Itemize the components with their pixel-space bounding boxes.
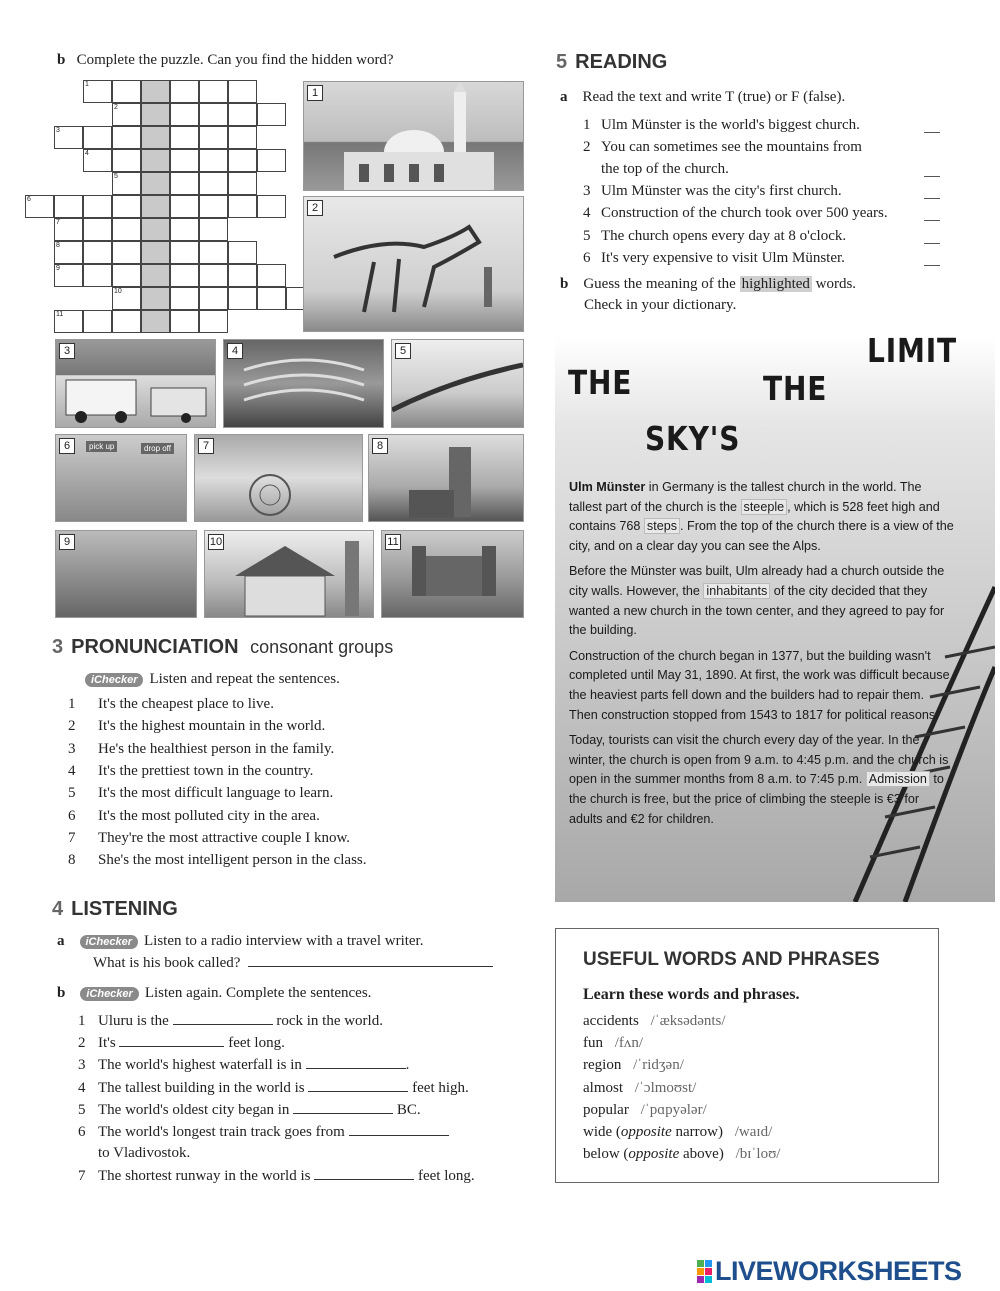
photo-label: 1 (307, 85, 323, 101)
section-number: 4 (52, 898, 64, 920)
hidden-word-cell[interactable] (141, 195, 170, 218)
pronunciation: /ˈridʒən/ (629, 1057, 684, 1074)
logo-text: LIVEWORKSHEETS (715, 1256, 962, 1286)
statement-text: You can sometimes see the mountains from (601, 139, 862, 156)
crossword-cell[interactable] (112, 126, 141, 149)
title-word-limit: LIMIT (867, 337, 958, 370)
hidden-word-cell[interactable] (141, 80, 170, 103)
section-subtitle: consonant groups (250, 637, 394, 657)
pronunciation: /fʌn/ (611, 1035, 644, 1052)
vocabulary-word: region (583, 1057, 622, 1074)
crossword-cell[interactable] (170, 149, 199, 172)
crossword-cell[interactable] (170, 264, 199, 287)
crossword-cell[interactable] (112, 310, 141, 333)
pronunciation-sentence (68, 808, 320, 825)
sentence-text: The world's longest train track goes from (98, 1124, 349, 1140)
photo-9-market (55, 530, 197, 618)
sentence-text: The world's highest waterfall is in (98, 1057, 306, 1074)
clue-number: 2 (114, 104, 118, 111)
sentence-text: He's the healthiest person in the family. (98, 740, 335, 757)
reading-a-instruction (560, 89, 845, 106)
crossword-cell[interactable] (199, 218, 228, 241)
vocabulary-word: accidents (583, 1013, 639, 1029)
crossword-cell[interactable] (199, 149, 228, 172)
crossword-cell[interactable] (228, 287, 257, 310)
useful-word-entry (583, 1080, 696, 1097)
clue-number: 5 (114, 173, 118, 180)
dinosaur-skeleton-illustration (304, 197, 523, 331)
article-paragraph-3: Construction of the church began in 1377, but the building wasn't completed until May 31, 1890. At first, the work was difficult because the heaviest parts fell down and the builders had to repair them. Then construction stopped from 1543 to 1817 for political reasons. (569, 648, 950, 722)
photo-3-ambulance (55, 339, 216, 428)
pronunciation: /bɪˈloʊ/ (731, 1146, 781, 1163)
crossword-cell[interactable] (228, 264, 257, 287)
clue-number: 8 (56, 242, 60, 249)
useful-word-entry (583, 1124, 772, 1141)
crossword-cell[interactable] (54, 241, 83, 264)
sentence-number: 6 (78, 1124, 86, 1140)
crossword-cell[interactable] (199, 264, 228, 287)
photo-2-dinosaur (303, 196, 524, 332)
sentence-text: feet long. (224, 1035, 285, 1052)
listening-sentence (78, 1167, 475, 1185)
section-title: LISTENING (71, 898, 178, 920)
photo-label: 3 (59, 343, 75, 359)
instruction-text: Listen again. Complete the sentences. (144, 985, 372, 1001)
listening-sentence (78, 1012, 383, 1030)
useful-word-entry (583, 1102, 707, 1119)
photo-4-theater (223, 339, 384, 428)
crossword-cell[interactable] (170, 80, 199, 103)
vocabulary-word: wide (583, 1124, 613, 1140)
opposite-note: (opposite above) (619, 1146, 724, 1163)
temple-illustration (205, 531, 373, 617)
crossword-cell[interactable] (25, 195, 54, 218)
true-false-answer-blank[interactable] (924, 243, 940, 244)
crossword-cell[interactable] (54, 195, 83, 218)
opposite-label: opposite (620, 1124, 672, 1140)
crossword-cell[interactable] (228, 241, 257, 264)
crossword-cell[interactable] (112, 287, 141, 310)
paragraph-text: Before the Münster was built, Ulm already had a church outside the city walls. However, the (569, 564, 945, 598)
section-number: 5 (556, 51, 568, 73)
opposite-label: opposite (628, 1146, 680, 1163)
crossword-cell[interactable] (83, 195, 112, 218)
paragraph-text: in Germany is the tallest church in the world. The tallest part of the church is the (569, 480, 922, 514)
sentence-text: It's the most polluted city in the area. (98, 807, 320, 824)
crossword-cell[interactable] (170, 287, 199, 310)
sentence-number: 3 (68, 740, 76, 757)
crossword-cell[interactable] (199, 103, 228, 126)
useful-word-entry (583, 1013, 726, 1030)
title-word-the-2: THE (763, 369, 828, 408)
crossword-cell[interactable] (112, 149, 141, 172)
sentence-text: BC. (393, 1101, 421, 1118)
section-title: PRONUNCIATION (71, 636, 239, 658)
statement-text: It's very expensive to visit Ulm Münster. (601, 249, 845, 266)
puzzle-instruction: Complete the puzzle. Can you find the hidden word? (76, 52, 394, 68)
photo-label: 7 (198, 438, 214, 454)
sentence-number: 4 (68, 762, 76, 779)
sentence-text: She's the most intelligent person in the class. (98, 852, 367, 869)
sentence-text: It's the most difficult language to learn. (98, 785, 334, 802)
item-letter: b (57, 985, 66, 1001)
clue-number: 1 (85, 81, 89, 88)
sentence-text: . (405, 1057, 410, 1074)
paragraph-text: of the city decided that they wanted a new church in the town center, and they agreed to pay for the building. (569, 583, 945, 638)
instruction-text: Guess the meaning of the (583, 276, 736, 292)
sentence-text: feet long. (414, 1168, 475, 1185)
listening-sentence (78, 1079, 469, 1097)
statement-number: 2 (583, 139, 591, 156)
sentence-text: Uluru is the (98, 1013, 173, 1029)
sentence-text: rock in the world. (272, 1013, 383, 1029)
photo-label: 9 (59, 534, 75, 550)
crossword-cell[interactable] (228, 80, 257, 103)
crossword-cell[interactable] (257, 195, 286, 218)
photo-10-temple (204, 530, 374, 618)
listening-sentence (78, 1034, 285, 1052)
listening-sentence (78, 1056, 409, 1074)
theater-illustration (224, 340, 383, 427)
crossword-cell[interactable] (54, 218, 83, 241)
highlighted-word-steps: steps (644, 518, 680, 534)
article-paragraph-4 (569, 731, 954, 829)
sentence-number: 8 (68, 852, 76, 869)
sentence-text: It's (98, 1035, 120, 1052)
true-false-answer-blank[interactable] (924, 198, 940, 199)
crossword-cell[interactable] (112, 218, 141, 241)
pronunciation-sentence (68, 696, 274, 713)
tf-statement (583, 228, 846, 245)
crossword-cell[interactable] (228, 126, 257, 149)
photo-label: 8 (372, 438, 388, 454)
statement-text: Ulm Münster is the world's biggest church. (601, 117, 860, 133)
crossword-cell[interactable] (83, 218, 112, 241)
sentence-number: 2 (78, 1035, 86, 1052)
sentence-number: 5 (68, 785, 76, 802)
crossword-cell[interactable] (112, 172, 141, 195)
crossword-cell[interactable] (83, 80, 112, 103)
true-false-answer-blank[interactable] (924, 265, 940, 266)
tf-statement (583, 250, 845, 267)
crossword-cell[interactable] (112, 80, 141, 103)
photo-label: 4 (227, 343, 243, 359)
drop-off-sign: drop off (141, 443, 174, 454)
crossword-cell[interactable] (83, 241, 112, 264)
photo-label: 11 (385, 534, 401, 550)
statement-number: 1 (583, 117, 591, 133)
photo-label: 10 (209, 536, 223, 548)
pick-up-sign: pick up (86, 441, 117, 452)
statement-text: Ulm Münster was the city's first church. (601, 182, 842, 199)
hidden-word-cell[interactable] (141, 126, 170, 149)
true-false-answer-blank[interactable] (924, 176, 940, 177)
sentence-number: 4 (78, 1079, 86, 1096)
crossword-cell[interactable] (228, 149, 257, 172)
sentence-text: It's the cheapest place to live. (98, 696, 274, 712)
useful-words-title: USEFUL WORDS AND PHRASES (583, 949, 880, 970)
sentence-number: 1 (68, 696, 76, 712)
listening-sentence (78, 1101, 421, 1119)
clue-number: 7 (56, 219, 60, 226)
item-letter: a (57, 933, 65, 949)
statement-text: Construction of the church took over 500 years. (601, 205, 888, 222)
pronunciation-sentence (68, 718, 325, 735)
sentence-number: 1 (78, 1013, 86, 1029)
crossword-cell[interactable] (199, 172, 228, 195)
pronunciation-sentence (68, 852, 367, 869)
section-number: 3 (52, 636, 64, 658)
crossword-cell[interactable] (54, 126, 83, 149)
ichecker-badge[interactable]: iChecker (80, 935, 138, 949)
crossword-cell[interactable] (112, 195, 141, 218)
pronunciation-heading (52, 636, 393, 659)
article-paragraph-2 (569, 562, 954, 640)
highlighted-word-inhabitants: inhabitants (703, 583, 770, 599)
true-false-answer-blank[interactable] (924, 220, 940, 221)
pronunciation: /ˈɔlmoʊst/ (631, 1079, 697, 1096)
crossword-cell[interactable] (257, 103, 286, 126)
instruction-text: Listen to a radio interview with a travel writer. (143, 933, 424, 949)
crossword-cell[interactable] (199, 310, 228, 333)
puzzle-letter: b (57, 52, 66, 68)
church-illustration (369, 435, 523, 521)
crossword-cell[interactable] (54, 310, 83, 333)
sentence-number: 7 (68, 829, 76, 846)
crossword-cell[interactable] (112, 103, 141, 126)
photo-label: 5 (395, 343, 411, 359)
hidden-word-cell[interactable] (141, 264, 170, 287)
statement-number: 6 (583, 249, 591, 266)
highlighted-word-steeple: steeple (741, 499, 788, 515)
useful-words-subtitle: Learn these words and phrases. (583, 986, 800, 1003)
pronunciation-sentence (68, 763, 313, 780)
sentence-text: It's the highest mountain in the world. (98, 718, 326, 735)
tf-statement (583, 183, 842, 200)
listening-sentence (78, 1123, 449, 1141)
plaza-illustration (195, 435, 362, 521)
vocabulary-word: fun (583, 1035, 603, 1052)
crossword-cell[interactable] (83, 264, 112, 287)
hidden-word-cell[interactable] (141, 103, 170, 126)
answer-blank[interactable] (293, 1101, 393, 1114)
sentence-number: 7 (78, 1168, 86, 1185)
article-body (569, 478, 954, 835)
sentence-text-continued: to Vladivostok. (98, 1145, 191, 1162)
pronunciation-sentence (68, 830, 350, 847)
sentence-text: The tallest building in the world is (98, 1079, 309, 1096)
answer-blank[interactable] (308, 1079, 408, 1092)
crossword-cell[interactable] (199, 287, 228, 310)
puzzle-instruction-line (57, 52, 394, 69)
vocabulary-word: popular (583, 1101, 629, 1118)
photo-1-mosque (303, 81, 524, 191)
sentence-number: 5 (78, 1101, 86, 1118)
listening-heading (52, 898, 178, 921)
mosque-illustration (304, 82, 523, 190)
answer-blank[interactable] (306, 1056, 406, 1069)
photo-6-pharmacy-counter (55, 434, 187, 522)
clue-number: 9 (56, 265, 60, 272)
hidden-word-cell[interactable] (141, 287, 170, 310)
photo-5-bridge (391, 339, 524, 428)
listening-b-instruction (57, 985, 371, 1002)
pronunciation-sentence (68, 741, 334, 758)
instruction-text: words. (815, 276, 857, 292)
crossword-cell[interactable] (83, 149, 112, 172)
hidden-word-cell[interactable] (141, 241, 170, 264)
crossword-cell[interactable] (83, 126, 112, 149)
crossword-cell[interactable] (228, 195, 257, 218)
photo-label: 2 (307, 200, 323, 216)
clue-number: 6 (27, 196, 31, 203)
answer-blank[interactable] (119, 1034, 224, 1047)
pronunciation: /waɪd/ (731, 1124, 773, 1140)
crossword-cell[interactable] (54, 264, 83, 287)
crossword-cell[interactable] (83, 310, 112, 333)
answer-blank[interactable] (349, 1123, 449, 1136)
crossword-cell[interactable] (228, 172, 257, 195)
item-letter: b (560, 276, 569, 292)
answer-blank[interactable] (173, 1012, 273, 1025)
pronunciation: /ˈæksədənts/ (646, 1013, 726, 1029)
sentence-text: They're the most attractive couple I know. (98, 829, 351, 846)
true-false-answer-blank[interactable] (924, 132, 940, 133)
crossword-cell[interactable] (199, 126, 228, 149)
reading-b-instruction (560, 276, 856, 293)
listening-a-question (93, 954, 493, 972)
ichecker-badge[interactable]: iChecker (80, 987, 138, 1001)
sentence-number: 2 (68, 718, 76, 735)
sentence-number: 6 (68, 807, 76, 824)
crossword-cell[interactable] (170, 310, 199, 333)
reading-heading (556, 51, 667, 74)
sentence-text: The shortest runway in the world is (98, 1168, 315, 1185)
pronunciation-sentence (68, 785, 333, 802)
article-paragraph-1 (569, 478, 954, 556)
statement-text-continued: the top of the church. (601, 160, 729, 177)
crossword-cell[interactable] (199, 241, 228, 264)
vocabulary-word: almost (583, 1079, 623, 1096)
sentence-text: It's the prettiest town in the country. (98, 762, 314, 779)
paragraph-text: , which is 528 feet high and contains 768 (569, 499, 940, 534)
crossword-cell[interactable] (199, 195, 228, 218)
vocabulary-word: below (583, 1146, 620, 1163)
title-word-the: THE (568, 363, 633, 402)
statement-number: 3 (583, 182, 591, 199)
answer-blank[interactable] (314, 1167, 414, 1180)
pronunciation: /ˈpɑpyələr/ (636, 1101, 707, 1118)
opposite-note: (opposite narrow) (612, 1124, 723, 1140)
sentence-text: The world's oldest city began in (98, 1101, 294, 1118)
hidden-word-cell[interactable] (141, 310, 170, 333)
listening-a-instruction (57, 933, 423, 950)
hidden-word-cell[interactable] (141, 218, 170, 241)
crossword-cell[interactable] (199, 80, 228, 103)
crossword-cell[interactable] (170, 218, 199, 241)
crossword-cell[interactable] (257, 287, 286, 310)
ichecker-badge[interactable]: iChecker (85, 673, 143, 687)
useful-word-entry (583, 1057, 684, 1074)
photo-7-plaza (194, 434, 363, 522)
clue-number: 10 (114, 288, 122, 295)
tf-statement (583, 205, 888, 222)
crossword-cell[interactable] (170, 241, 199, 264)
crossword-cell[interactable] (112, 264, 141, 287)
crossword-cell[interactable] (170, 195, 199, 218)
sentence-number: 3 (78, 1057, 86, 1074)
useful-word-entry (583, 1035, 643, 1052)
reading-b-instruction-line2: Check in your dictionary. (584, 297, 737, 313)
highlighted-word-admission: Admission (866, 771, 930, 787)
ambulance-illustration (56, 340, 215, 427)
sentence-text: feet high. (408, 1079, 469, 1096)
useful-word-entry (583, 1146, 780, 1163)
castle-illustration (382, 531, 523, 617)
hidden-word-cell[interactable] (141, 149, 170, 172)
crossword-cell[interactable] (257, 264, 286, 287)
clue-number: 3 (56, 127, 60, 134)
church-name: Ulm Münster (569, 480, 646, 494)
photo-11-castle (381, 530, 524, 618)
statement-number: 4 (583, 205, 591, 222)
bridge-illustration (392, 340, 523, 427)
highlighted-word: highlighted (741, 276, 810, 292)
instruction-text: Listen and repeat the sentences. (149, 671, 340, 687)
paragraph-text: Today, tourists can visit the church every day of the year. In the winter, the church is open from 9 a.m. to 4:45 p.m. and the church is open in the summer months from 8 a.m. to 7:45 p.m. (569, 733, 949, 787)
clue-number: 4 (85, 150, 89, 157)
paragraph-text: . From the top of the church there is a view of the city, and on a clear day you can see the Alps. (569, 519, 954, 553)
crossword-cell[interactable] (257, 149, 286, 172)
crossword-grid (25, 80, 290, 335)
clue-number: 11 (56, 311, 64, 318)
useful-words-box (555, 928, 939, 1183)
photo-8-church (368, 434, 524, 522)
crossword-cell[interactable] (170, 103, 199, 126)
title-word-skys: SKY'S (645, 419, 741, 458)
hidden-word-cell[interactable] (141, 172, 170, 195)
pronunciation-instruction (85, 671, 340, 688)
crossword-cell[interactable] (170, 172, 199, 195)
tf-statement (583, 139, 862, 156)
photo-label: 6 (59, 438, 75, 454)
item-letter: a (560, 89, 568, 105)
crossword-cell[interactable] (170, 126, 199, 149)
tf-statement (583, 117, 860, 134)
paragraph-text: to the church is free, but the price of climbing the steeple is €3 for adults and €2 for children. (569, 772, 944, 826)
question-text: What is his book called? (93, 955, 241, 971)
book-title-answer-blank[interactable] (248, 954, 493, 967)
statement-text: The church opens every day at 8 o'clock. (601, 227, 847, 244)
crossword-cell[interactable] (112, 241, 141, 264)
section-title: READING (575, 51, 668, 73)
crossword-cell[interactable] (228, 103, 257, 126)
statement-number: 5 (583, 227, 591, 244)
article-panel (555, 337, 995, 902)
instruction-text: Read the text and write T (true) or F (false). (582, 89, 846, 105)
